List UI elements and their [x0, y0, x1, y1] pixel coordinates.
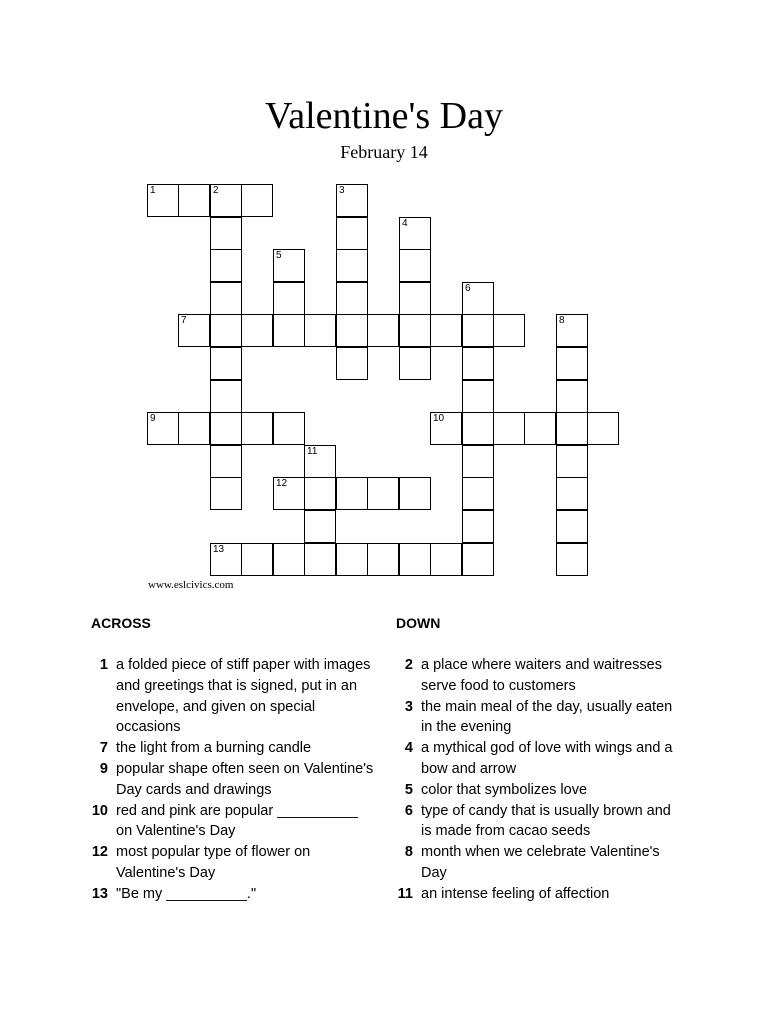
grid-cell[interactable]: [210, 412, 242, 445]
grid-cell[interactable]: [241, 412, 273, 445]
grid-cell[interactable]: [556, 477, 588, 510]
grid-cell[interactable]: [273, 282, 305, 315]
grid-cell[interactable]: [399, 217, 431, 250]
grid-cell[interactable]: [430, 412, 462, 445]
grid-cell[interactable]: [399, 249, 431, 282]
clue-text: month when we celebrate Valentine's Day: [421, 844, 660, 881]
cell-number: 3: [339, 185, 345, 196]
down-clue-list: [393, 655, 673, 905]
grid-cell[interactable]: [304, 477, 336, 510]
cell-number: 10: [433, 413, 445, 424]
grid-cell[interactable]: [273, 543, 305, 576]
cell-number: 4: [402, 218, 408, 229]
across-clue: [88, 801, 378, 843]
clue-text: a mythical god of love with wings and a bow and arrow: [421, 740, 673, 777]
grid-cell[interactable]: [462, 314, 494, 347]
grid-cell[interactable]: [210, 249, 242, 282]
across-clue: [88, 842, 378, 884]
grid-cell[interactable]: [178, 314, 210, 347]
grid-cell[interactable]: [336, 543, 368, 576]
grid-cell[interactable]: [304, 510, 336, 543]
grid-cell[interactable]: [336, 184, 368, 217]
down-clue: [393, 697, 673, 739]
source-credit: www.eslcivics.com: [148, 579, 234, 591]
down-clue: [393, 780, 673, 801]
grid-cell[interactable]: [304, 314, 336, 347]
clue-number: 9: [99, 760, 108, 777]
grid-cell[interactable]: [430, 543, 462, 576]
grid-cell[interactable]: [210, 445, 242, 478]
grid-cell[interactable]: [304, 543, 336, 576]
clue-number: 6: [404, 802, 413, 819]
grid-cell[interactable]: [336, 217, 368, 250]
clue-text: red and pink are popular __________ on Valentine's Day: [116, 802, 358, 840]
cell-number: 8: [559, 315, 565, 326]
grid-cell[interactable]: [399, 314, 431, 347]
cell-number: 11: [307, 446, 318, 457]
across-heading: ACROSS: [91, 615, 151, 631]
grid-cell[interactable]: [241, 543, 273, 576]
grid-cell[interactable]: [210, 314, 242, 347]
down-clue: [393, 842, 673, 884]
clue-number: 7: [99, 740, 108, 757]
grid-cell[interactable]: [462, 543, 494, 576]
clue-number: 10: [91, 802, 108, 819]
grid-cell[interactable]: [304, 445, 336, 478]
clue-number: 11: [397, 885, 413, 902]
grid-cell[interactable]: [556, 380, 588, 413]
cell-number: 7: [181, 315, 187, 326]
clue-text: popular shape often seen on Valentine's Day cards and drawings: [116, 760, 374, 798]
down-clue: [393, 801, 673, 843]
grid-cell[interactable]: [147, 412, 179, 445]
grid-cell[interactable]: [178, 184, 210, 217]
clue-number: 3: [404, 698, 413, 715]
grid-cell[interactable]: [367, 477, 399, 510]
grid-cell[interactable]: [273, 412, 305, 445]
down-clue: [393, 655, 673, 697]
grid-cell[interactable]: [399, 543, 431, 576]
cell-number: 2: [213, 185, 219, 196]
across-clue-list: [88, 655, 378, 905]
grid-cell[interactable]: [336, 347, 368, 380]
grid-cell[interactable]: [493, 314, 525, 347]
across-clue: [88, 884, 378, 905]
grid-cell[interactable]: [210, 282, 242, 315]
grid-cell[interactable]: [556, 347, 588, 380]
grid-cell[interactable]: [524, 412, 556, 445]
grid-cell[interactable]: [462, 510, 494, 543]
cell-number: 1: [150, 185, 156, 196]
grid-cell[interactable]: [462, 412, 494, 445]
grid-cell[interactable]: [273, 249, 305, 282]
grid-cell[interactable]: [336, 477, 368, 510]
down-clue: [393, 738, 673, 780]
grid-cell[interactable]: [210, 184, 242, 217]
down-heading: DOWN: [396, 615, 441, 631]
grid-cell[interactable]: [556, 543, 588, 576]
grid-cell[interactable]: [241, 184, 273, 217]
down-clue: [393, 884, 673, 905]
cell-number: 6: [465, 283, 471, 294]
grid-cell[interactable]: [210, 543, 242, 576]
grid-cell[interactable]: [493, 412, 525, 445]
grid-cell[interactable]: [587, 412, 619, 445]
grid-cell[interactable]: [556, 510, 588, 543]
grid-cell[interactable]: [399, 347, 431, 380]
grid-cell[interactable]: [336, 314, 368, 347]
clue-number: 12: [91, 844, 108, 861]
clue-number: 2: [404, 657, 413, 673]
page-subtitle: February 14: [340, 142, 428, 162]
clue-text: "Be my __________.": [116, 885, 257, 902]
page-title: Valentine's Day: [265, 95, 503, 137]
grid-cell[interactable]: [399, 282, 431, 315]
grid-cell[interactable]: [462, 347, 494, 380]
clue-number: 8: [404, 844, 413, 861]
grid-cell[interactable]: [367, 543, 399, 576]
grid-cell[interactable]: [273, 477, 305, 510]
grid-cell[interactable]: [210, 380, 242, 413]
clue-text: a folded piece of stiff paper with images and greetings that is signed, put in an envelope, and given on special occasions: [116, 657, 371, 736]
clue-text: the main meal of the day, usually eaten in the evening: [421, 698, 673, 736]
grid-cell[interactable]: [147, 184, 179, 217]
clue-text: most popular type of flower on Valentine's Day: [116, 844, 311, 881]
across-clue: [88, 738, 378, 759]
grid-cell[interactable]: [210, 217, 242, 250]
clue-text: type of candy that is usually brown and is made from cacao seeds: [421, 802, 671, 840]
grid-cell[interactable]: [462, 477, 494, 510]
cell-number: 9: [150, 413, 156, 424]
clue-text: color that symbolizes love: [421, 781, 588, 798]
grid-cell[interactable]: [273, 314, 305, 347]
grid-cell[interactable]: [336, 282, 368, 315]
grid-cell[interactable]: [462, 445, 494, 478]
grid-cell[interactable]: [210, 477, 242, 510]
clue-number: 1: [99, 657, 108, 673]
clue-text: an intense feeling of affection: [421, 885, 610, 902]
cell-number: 12: [276, 478, 288, 489]
grid-cell[interactable]: [210, 347, 242, 380]
grid-cell[interactable]: [178, 412, 210, 445]
grid-cell[interactable]: [241, 314, 273, 347]
grid-cell[interactable]: [556, 314, 588, 347]
grid-cell[interactable]: [462, 282, 494, 315]
grid-cell[interactable]: [556, 445, 588, 478]
clue-number: 13: [91, 885, 108, 902]
grid-cell[interactable]: [556, 412, 588, 445]
across-clue: [88, 759, 378, 801]
grid-cell[interactable]: [367, 314, 399, 347]
grid-cell[interactable]: [336, 249, 368, 282]
cell-number: 13: [213, 544, 225, 555]
across-clue: [88, 655, 378, 738]
clue-text: a place where waiters and waitresses serve food to customers: [421, 657, 662, 694]
clue-text: the light from a burning candle: [116, 740, 312, 757]
clue-number: 4: [404, 740, 413, 757]
grid-cell[interactable]: [399, 477, 431, 510]
grid-cell[interactable]: [430, 314, 462, 347]
clue-number: 5: [404, 781, 413, 798]
cell-number: 5: [276, 250, 282, 261]
grid-cell[interactable]: [462, 380, 494, 413]
